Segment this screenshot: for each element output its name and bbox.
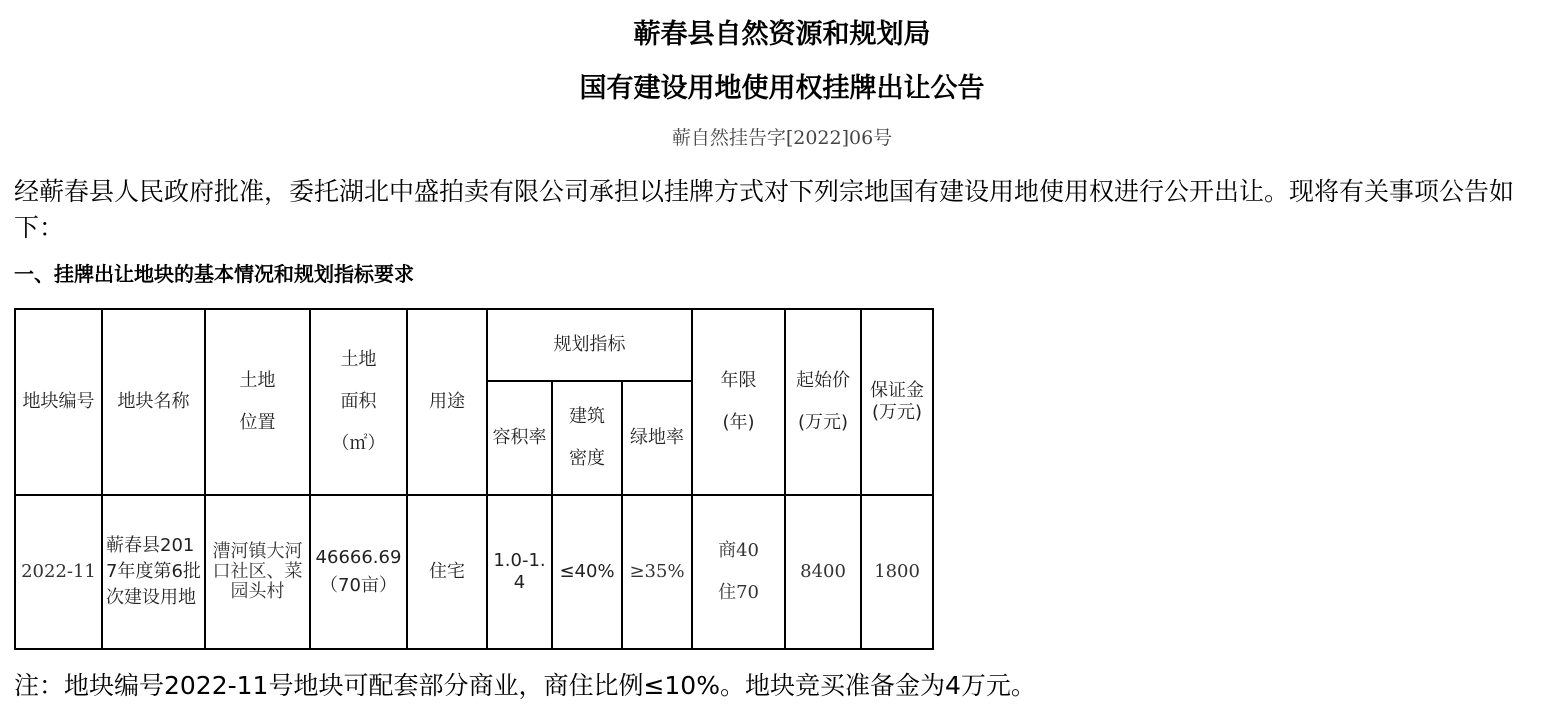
cell-parcel-no: 2022-11	[15, 495, 102, 649]
cell-term-commercial: 商40	[718, 540, 759, 561]
header-term	[692, 309, 785, 495]
header-location	[205, 309, 310, 495]
notice-title: 国有建设用地使用权挂牌出让公告	[579, 73, 985, 104]
header-deposit	[861, 309, 933, 495]
header-green-ratio: 绿地率	[622, 381, 692, 495]
cell-location: 漕河镇大河口社区、菜园头村	[205, 495, 310, 649]
cell-area	[310, 495, 407, 649]
cell-deposit: 1800	[861, 495, 933, 649]
header-area-unit: （㎡）	[331, 433, 386, 454]
header-parcel-name: 地块名称	[102, 309, 205, 495]
header-term-line1: 年限	[720, 370, 757, 391]
cell-green-ratio: ≥35%	[622, 495, 692, 649]
cell-parcel-name: 蕲春县2017年度第6批次建设用地	[102, 495, 205, 649]
table-row	[15, 495, 933, 649]
header-parcel-no: 地块编号	[15, 309, 102, 495]
cell-term-residential: 住70	[718, 582, 759, 603]
header-area-line1: 土地	[340, 349, 377, 370]
table-header-row	[15, 309, 933, 381]
notice-issuer-title: 蕲春县自然资源和规划局	[633, 19, 931, 50]
header-planning-indicators: 规划指标	[487, 309, 692, 381]
header-use: 用途	[407, 309, 487, 495]
header-density	[552, 381, 622, 495]
header-location-line1: 土地	[239, 370, 276, 391]
footnote: 注：地块编号2022-11号地块可配套部分商业，商住比例≤10%。地块竞买准备金为4万元。	[14, 671, 1036, 700]
header-density-line1: 建筑	[569, 406, 605, 427]
cell-far: 1.0-1.4	[487, 495, 552, 649]
cell-density: ≤40%	[552, 495, 622, 649]
cell-term	[692, 495, 785, 649]
header-density-line2: 密度	[569, 448, 605, 469]
header-area	[310, 309, 407, 495]
section-heading: 一、挂牌出让地块的基本情况和规划指标要求	[14, 262, 414, 286]
header-area-line2: 面积	[340, 391, 377, 412]
cell-area-sqm: 46666.69	[315, 547, 402, 568]
header-start-price	[785, 309, 861, 495]
document-number: 蕲自然挂告字[2022]06号	[671, 127, 893, 149]
land-parcel-table	[14, 308, 934, 650]
header-location-line2: 位置	[239, 412, 276, 433]
cell-use: 住宅	[407, 495, 487, 649]
cell-start-price: 8400	[785, 495, 861, 649]
header-far: 容积率	[487, 381, 552, 495]
header-start-price-line1: 起始价	[796, 370, 851, 391]
header-start-price-unit: (万元)	[798, 412, 849, 433]
header-deposit-unit: (万元)	[872, 402, 923, 423]
header-deposit-line1: 保证金	[870, 380, 925, 401]
intro-paragraph: 经蕲春县人民政府批准，委托湖北中盛拍卖有限公司承担以挂牌方式对下列宗地国有建设用地使用权进行公开出让。现将有关事项公告如下：	[14, 177, 1515, 242]
cell-area-mu: （70亩）	[320, 575, 397, 596]
header-term-unit: (年)	[722, 412, 755, 433]
